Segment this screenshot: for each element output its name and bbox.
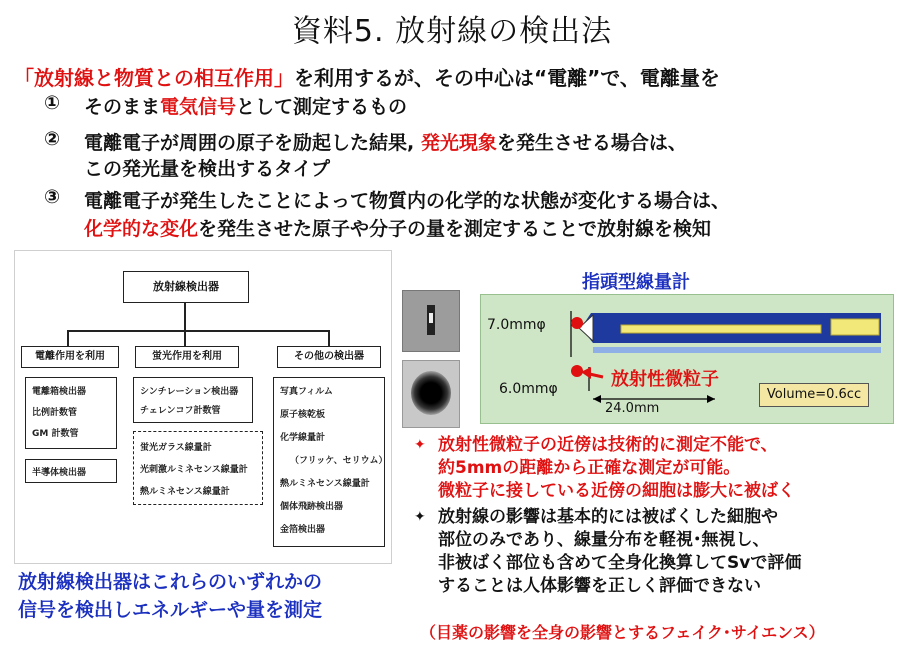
dosimeter-diagram: [480, 294, 894, 424]
item-number: ②: [44, 128, 61, 150]
item-number: ①: [44, 92, 61, 114]
detector-item: 金箔検出器: [280, 525, 326, 535]
dosimeter-photo: [402, 290, 460, 352]
detector-item: 個体飛跡検出器: [280, 502, 344, 512]
item-text: 電離電子が周囲の原子を励起した結果,: [84, 132, 421, 154]
fake-science-note: （目薬の影響を全身の影響とするフェイク･サイエンス）: [420, 623, 825, 642]
volume-label: Volume=0.6cc: [759, 383, 869, 407]
item-highlight: 電気信号: [160, 96, 237, 118]
connector-line: [67, 330, 69, 346]
group-box: [25, 377, 117, 449]
list-item-3: [44, 186, 894, 238]
diagram-root: 放射線検出器: [123, 271, 249, 303]
bullet-list: [414, 434, 894, 614]
list-item-1: [44, 92, 894, 118]
group-box: [133, 431, 263, 505]
bullet-line: することは人体影響を正しく評価できない: [438, 576, 761, 596]
item-text: として測定するもの: [236, 96, 408, 118]
item-text: 電離電子が発生したことによって物質内の化学的な状態が変化する場合は、: [84, 190, 731, 212]
bullet-marker: ✦: [414, 509, 426, 525]
intro-rest: を利用するが、その中心は“電離”で、電離量を: [294, 66, 720, 90]
caption-line: 信号を検出しエネルギーや量を測定: [18, 599, 323, 621]
detector-item: （フリッケ、セリウム）: [290, 456, 388, 466]
group-box: [273, 377, 388, 547]
detector-item: 電離箱検出器: [32, 387, 87, 397]
particle-label: 放射性微粒子: [611, 369, 719, 390]
intro-highlight: 「放射線と物質との相互作用」: [14, 66, 294, 90]
detector-item: チェレンコフ計数管: [140, 406, 221, 416]
length-label: 24.0mm: [605, 401, 660, 416]
page-title: 資料5. 放射線の検出法: [291, 14, 613, 49]
bullet-line: 非被ばく部位も含めて全身化換算してSvで評価: [438, 553, 802, 573]
dosimeter-title: 指頭型線量計: [582, 272, 690, 293]
detector-item: 半導体検出器: [32, 468, 87, 478]
detector-item: 熱ルミネセンス線量計: [280, 479, 370, 489]
group-box: [25, 459, 117, 483]
group-box: [133, 377, 253, 423]
detector-item: 原子核乾板: [280, 410, 326, 420]
item-highlight: 化学的な変化: [84, 218, 199, 240]
diagram-caption: [18, 568, 322, 624]
connector-line: [67, 330, 329, 332]
item-text-line2: この発光量を検出するタイプ: [84, 158, 331, 180]
detector-item: GM 計数管: [32, 429, 79, 439]
bullet-line: 部位のみであり、線量分布を軽視･無視し、: [438, 530, 770, 550]
item-text: そのまま: [84, 96, 161, 118]
detector-item: 熱ルミネセンス線量計: [140, 487, 230, 497]
item-number: ③: [44, 186, 61, 208]
connector-line: [184, 302, 186, 330]
detector-item: 蛍光ガラス線量計: [140, 443, 212, 453]
detector-item: 光刺激ルミネセンス線量計: [140, 465, 248, 475]
connector-line: [328, 330, 330, 346]
caption-line: 放射線検出器はこれらのいずれかの: [18, 571, 323, 593]
detector-item: 写真フィルム: [280, 387, 333, 397]
bullet-marker: ✦: [414, 437, 426, 453]
detector-diagram: [14, 250, 392, 564]
intro-line: [14, 62, 720, 91]
dimension-label: 6.0mmφ: [499, 381, 558, 397]
particle-photo: [402, 360, 460, 428]
item-text: を発生させる場合は、: [496, 132, 687, 154]
bullet-line: 約5mmの距離から正確な測定が可能。: [438, 458, 741, 478]
branch-other: その他の検出器: [277, 346, 381, 368]
detector-item: 比例計数管: [32, 408, 78, 418]
detector-item: 化学線量計: [280, 433, 326, 443]
bullet-line: 放射線の影響は基本的には被ばくした細胞や: [438, 507, 778, 527]
list-item-2: [44, 128, 894, 180]
item-highlight: 発光現象: [420, 132, 497, 154]
detector-item: シンチレーション検出器: [140, 387, 239, 397]
branch-fluorescence: 蛍光作用を利用: [135, 346, 239, 368]
bullet-line: 放射性微粒子の近傍は技術的に測定不能で、: [438, 435, 778, 455]
item-text: を発生させた原子や分子の量を測定することで放射線を検知: [198, 218, 712, 240]
branch-ionization: 電離作用を利用: [21, 346, 119, 368]
dimension-label: 7.0mmφ: [487, 317, 546, 333]
connector-line: [184, 330, 186, 346]
bullet-line: 微粒子に接している近傍の細胞は膨大に被ばく: [438, 481, 795, 501]
